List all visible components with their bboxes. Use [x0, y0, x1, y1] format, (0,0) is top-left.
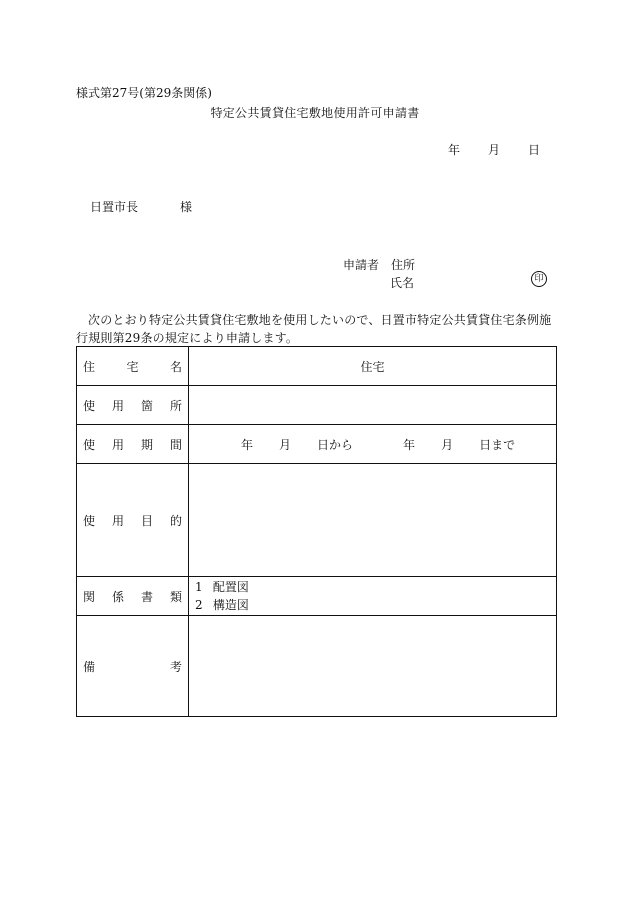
form-number: 様式第27号(第29条関係)	[76, 86, 212, 100]
label-char: 名	[169, 359, 182, 374]
label-char: 係	[111, 589, 124, 604]
usage-location-field[interactable]	[189, 386, 557, 425]
document-item	[195, 578, 556, 596]
label-char: 期	[140, 437, 153, 452]
label-char: 考	[169, 659, 182, 674]
table-row-usage-period	[77, 425, 557, 464]
label-usage-purpose	[77, 464, 189, 577]
label-usage-location	[77, 386, 189, 425]
seal-mark-icon: 印	[531, 271, 547, 287]
table-row-usage-location	[77, 386, 557, 425]
period-from-year: 年	[241, 437, 254, 452]
label-char: 的	[169, 513, 182, 528]
label-char: 箇	[140, 398, 153, 413]
form-title: 特定公共賃貸住宅敷地使用許可申請書	[210, 106, 420, 120]
date-day-label: 日	[528, 143, 541, 157]
table-row-related-documents	[77, 577, 557, 616]
table-row-housing-name	[77, 347, 557, 386]
applicant-address-label: 住所	[391, 258, 416, 272]
label-char: 住	[83, 359, 96, 374]
document-number: 2	[195, 598, 203, 612]
label-char: 備	[83, 659, 96, 674]
label-char: 書	[140, 589, 153, 604]
label-char: 類	[169, 589, 182, 604]
label-remarks	[77, 616, 189, 717]
label-related-documents	[77, 577, 189, 616]
applicant-name-label: 氏名	[390, 276, 415, 290]
addressee-name: 日置市長	[90, 200, 139, 214]
applicant-address-row	[343, 256, 415, 273]
period-to-day: 日まで	[479, 437, 516, 452]
table-row-usage-purpose	[77, 464, 557, 577]
label-char: 用	[111, 437, 124, 452]
usage-period-field[interactable]	[189, 425, 557, 464]
label-char: 用	[111, 513, 124, 528]
applicant-label: 申請者	[343, 258, 380, 272]
period-to-year: 年	[403, 437, 416, 452]
usage-purpose-field[interactable]	[189, 464, 557, 577]
period-to-month: 月	[441, 437, 454, 452]
document-item	[195, 596, 556, 614]
period-from-month: 月	[279, 437, 292, 452]
label-char: 間	[169, 437, 182, 452]
applicant-name-row	[390, 274, 414, 291]
label-char: 使	[83, 398, 96, 413]
label-char: 用	[111, 398, 124, 413]
application-table	[76, 346, 557, 717]
period-from-day: 日から	[317, 437, 354, 452]
date-line	[448, 141, 540, 158]
label-usage-period	[77, 425, 189, 464]
addressee-honorific: 様	[180, 200, 193, 214]
label-char: 使	[83, 437, 96, 452]
housing-name-field[interactable]: 住宅	[189, 347, 557, 386]
date-month-label: 月	[488, 143, 501, 157]
label-housing-name	[77, 347, 189, 386]
label-char: 目	[140, 513, 153, 528]
addressee	[90, 198, 192, 215]
label-char: 関	[83, 589, 96, 604]
label-char: 所	[169, 398, 182, 413]
remarks-field[interactable]	[189, 616, 557, 717]
document-text: 配置図	[212, 580, 249, 594]
document-text: 構造図	[212, 598, 249, 612]
label-char: 宅	[126, 359, 139, 374]
related-documents-field	[189, 577, 557, 616]
document-number: 1	[195, 580, 203, 594]
date-year-label: 年	[448, 143, 461, 157]
table-row-remarks	[77, 616, 557, 717]
label-char: 使	[83, 513, 96, 528]
application-statement: 次のとおり特定公共賃貸住宅敷地を使用したいので、日置市特定公共賃貸住宅条例施行規則第29条の規定により申請します。	[76, 313, 552, 345]
